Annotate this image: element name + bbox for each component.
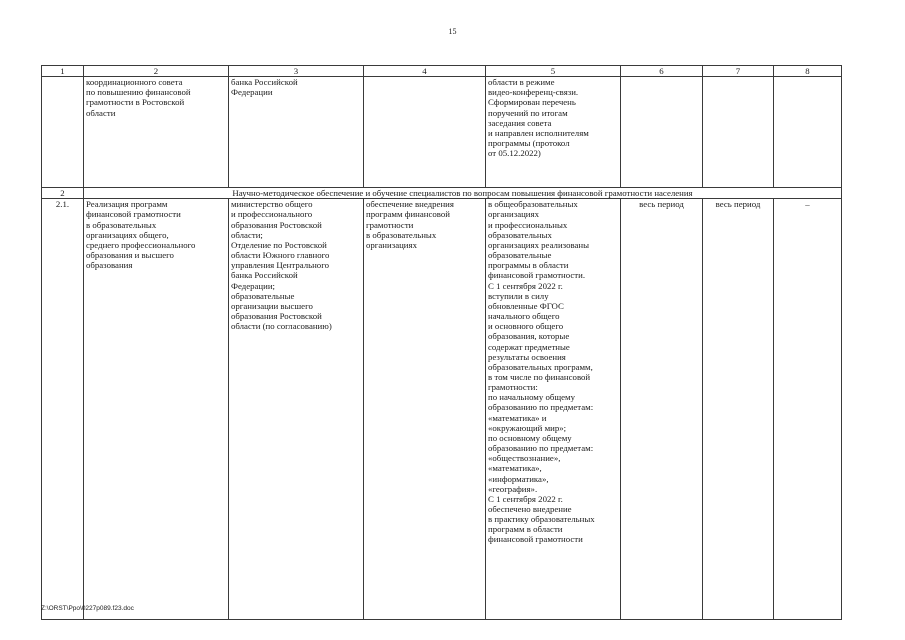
- activity-text: координационного совета по повышению финансовой грамотности в Ростовской области: [86, 77, 191, 118]
- cell-number: [42, 77, 84, 188]
- cell-result: [364, 77, 486, 188]
- activity-text: Реализация программ финансовой грамотности в образовательных организациях общего, среднего профессионального образования и высшего образования: [86, 199, 196, 271]
- column-number: 5: [486, 66, 621, 77]
- report-text: области в режиме видео-конференц-связи. Сформирован перечень поручений по итогам заседания совета и направлен исполнителям программы (протокол от 05.12.2022): [488, 77, 589, 159]
- table-row-2-1: [42, 199, 842, 620]
- cell-executor: [229, 199, 364, 620]
- program-table: [41, 65, 842, 620]
- cell-col6: [621, 77, 703, 188]
- cell-report: [486, 199, 621, 620]
- cell-period-end: весь период: [703, 199, 774, 620]
- cell-executor: [229, 77, 364, 188]
- cell-result: [364, 199, 486, 620]
- column-number: 7: [703, 66, 774, 77]
- executor-text: министерство общего и профессионального образования Ростовской области; Отделение по Ростовской области Южного главного управления Центрального банка Российской Федерации; образовательные организации высшего образования Ростовской области (по согласованию): [231, 199, 332, 332]
- continuation-row: [42, 77, 842, 188]
- cell-report: [486, 77, 621, 188]
- section-title: Научно-методическое обеспечение и обучение специалистов по вопросам повышения финансовой грамотности населения: [84, 188, 842, 199]
- cell-activity: [84, 77, 229, 188]
- section-row: [42, 188, 842, 199]
- row-number: 2.1.: [42, 199, 84, 620]
- cell-col8: –: [774, 199, 842, 620]
- cell-activity: [84, 199, 229, 620]
- report-text: в общеобразовательных организациях и профессиональных образовательных организациях реализованы образовательные программы в области финансовой грамотности. С 1 сентября 2022 г. вступили в силу обновленные ФГОС начального общего и основного общего образования, которые содержат предметные результаты освоения образовательных программ, в том числе по финансовой грамотности: по начальному общему образованию по предметам: «математика» и «окружающий мир»; по основному общему образованию по предметам: «обществознание», «математика», «информатика», «география». С 1 сентября 2022 г. обеспечено внедрение в практику образовательных программ в области финансовой грамотности: [488, 199, 595, 545]
- result-text: обеспечение внедрения программ финансовой грамотности в образовательных организациях: [366, 199, 454, 250]
- column-number: 1: [42, 66, 84, 77]
- column-number: 8: [774, 66, 842, 77]
- column-number-row: [42, 66, 842, 77]
- cell-col8: [774, 77, 842, 188]
- page-number: 15: [448, 27, 457, 36]
- column-number: 2: [84, 66, 229, 77]
- executor-text: банка Российской Федерации: [231, 77, 298, 98]
- cell-col7: [703, 77, 774, 188]
- column-number: 3: [229, 66, 364, 77]
- column-number: 4: [364, 66, 486, 77]
- section-number: 2: [42, 188, 84, 199]
- footer-file-path: Z:\ORST\Ppo\0227p089.f23.doc: [41, 605, 134, 612]
- column-number: 6: [621, 66, 703, 77]
- cell-period-start: весь период: [621, 199, 703, 620]
